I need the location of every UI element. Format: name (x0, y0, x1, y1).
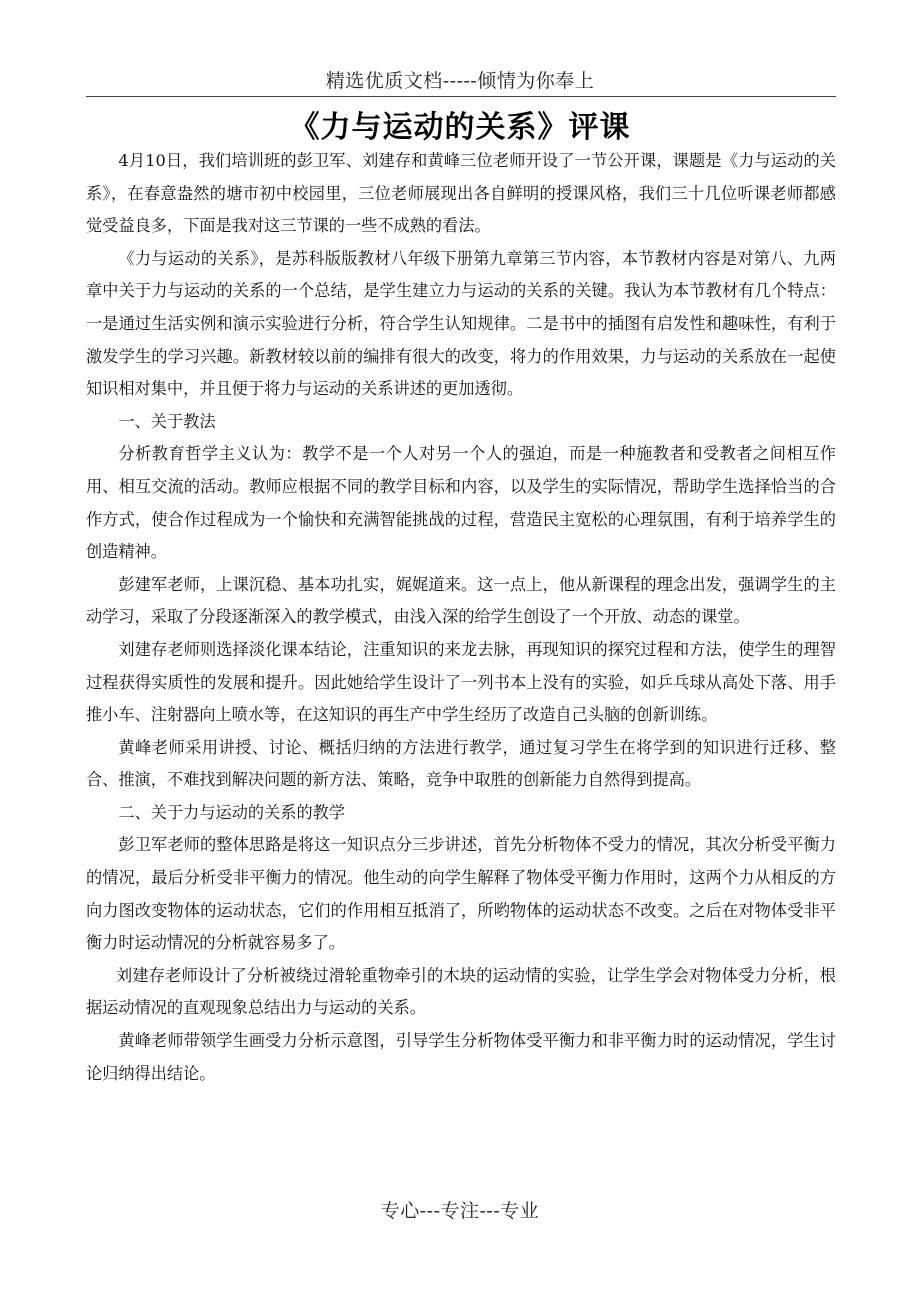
document-title: 《力与运动的关系》评课 (289, 110, 631, 145)
section-heading-force-motion: 二、关于力与运动的关系的教学 (118, 802, 346, 822)
header-divider (86, 96, 836, 97)
page-footer: 专心---专注---专业 (380, 1200, 540, 1222)
page-header: 精选优质文档-----倾情为你奉上 (325, 70, 595, 92)
paragraph-peng: 彭建军老师，上课沉稳、基本功扎实，娓娓道来。这一点上，他从新课程的理念出发，强调学生的主动学习，采取了分段逐渐深入的教学模式，由浅入深的给学生创设了一个开放、动态的课堂。 (86, 574, 836, 627)
paragraph-intro: 4月10日，我们培训班的彭卫军、刘建存和黄峰三位老师开设了一节公开课，课题是《力与运动的关系》，在春意盎然的塘市初中校园里，三位老师展现出各自鲜明的授课风格，我们三十几位听课老师都感觉受益良多，下面是我对这三节课的一些不成熟的看法。 (86, 151, 836, 236)
paragraph-huang: 黄峰老师采用讲授、讨论、概括归纳的方法进行教学，通过复习学生在将学到的知识进行迁移、整合、推演，不难找到解决问题的新方法、策略，竞争中取胜的创新能力自然得到提高。 (86, 737, 836, 790)
paragraph-textbook: 《力与运动的关系》，是苏科版版教材八年级下册第九章第三节内容，本节教材内容是对第八、九两章中关于力与运动的关系的一个总结，是学生建立力与运动的关系的关键。我认为本节教材有几个特点：一是通过生活实例和演示实验进行分析，符合学生认知规律。二是书中的插图有启发性和趣味性，有利于激发学生的学习兴趣。新教材较以前的编排有很大的改变，将力的作用效果，力与运动的关系放在一起使知识相对集中，并且便于将力与运动的关系讲述的更加透彻。 (86, 248, 836, 399)
paragraph-peng-approach: 彭卫军老师的整体思路是将这一知识点分三步讲述，首先分析物体不受力的情况，其次分析受平衡力的情况，最后分析受非平衡力的情况。他生动的向学生解释了物体受平衡力作用时，这两个力从相反的方向力图改变物体的运动状态，它们的作用相互抵消了，所哟物体的运动状态不改变。之后在对物体受非平衡力时运动情况的分析就容易多了。 (86, 835, 836, 953)
paragraph-philosophy: 分析教育哲学主义认为：教学不是一个人对另一个人的强迫，而是一种施教者和受教者之间相互作用、相互交流的活动。教师应根据不同的教学目标和内容，以及学生的实际情况，帮助学生选择恰当的合作方式，使合作过程成为一个愉快和充满智能挑战的过程，营造民主宽松的心理氛围，有利于培养学生的创造精神。 (86, 444, 836, 562)
paragraph-huang-diagram: 黄峰老师带领学生画受力分析示意图，引导学生分析物体受平衡力和非平衡力时的运动情况，学生讨论归纳得出结论。 (86, 1031, 836, 1083)
document-body (86, 145, 836, 1090)
paragraph-liu: 刘建存老师则选择淡化课本结论，注重知识的来龙去脉，再现知识的探究过程和方法，使学生的理智过程获得实质性的发展和提升。因此她给学生设计了一列书本上没有的实验，如乒乓球从高处下落、用手推小车、注射器向上喷水等，在这知识的再生产中学生经历了改造自己头脑的创新训练。 (86, 639, 836, 725)
section-heading-teaching-method: 一、关于教法 (118, 411, 216, 431)
paragraph-liu-experiment: 刘建存老师设计了分析被绕过滑轮重物牵引的木块的运动情的实验，让学生学会对物体受力分析，根据运动情况的直观现象总结出力与运动的关系。 (86, 965, 836, 1018)
